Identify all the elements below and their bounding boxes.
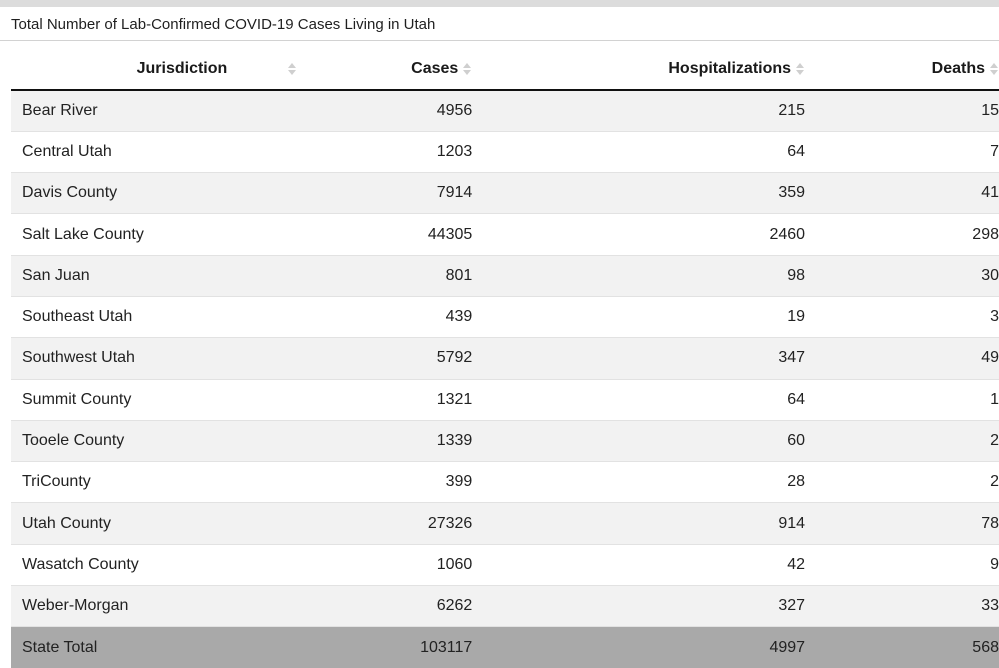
- cell-cases: 1339: [353, 420, 472, 461]
- cell-hospitalizations: 327: [472, 586, 805, 627]
- cell-jurisdiction: Salt Lake County: [11, 214, 353, 255]
- column-header-cases[interactable]: [353, 49, 472, 90]
- cell-jurisdiction: Weber-Morgan: [11, 586, 353, 627]
- cell-hospitalizations: 64: [472, 131, 805, 172]
- table-row: [11, 255, 999, 296]
- table-row: [11, 586, 999, 627]
- cell-jurisdiction: Central Utah: [11, 131, 353, 172]
- cell-cases: 1060: [353, 544, 472, 585]
- cell-jurisdiction: Bear River: [11, 90, 353, 131]
- cell-cases: 4956: [353, 90, 472, 131]
- cell-jurisdiction: Davis County: [11, 173, 353, 214]
- table-row: [11, 503, 999, 544]
- cell-jurisdiction: Southeast Utah: [11, 296, 353, 337]
- jurisdiction-table: [11, 49, 999, 668]
- column-label-hospitalizations: Hospitalizations: [668, 60, 792, 77]
- cell-hospitalizations: 19: [472, 296, 805, 337]
- table-row: [11, 173, 999, 214]
- column-header-hospitalizations[interactable]: [472, 49, 805, 90]
- cell-deaths: 30: [805, 255, 999, 296]
- table-header-row: [11, 49, 999, 90]
- cell-hospitalizations: 215: [472, 90, 805, 131]
- total-deaths: 568: [805, 627, 999, 668]
- cell-jurisdiction: TriCounty: [11, 462, 353, 503]
- sort-icon: [287, 62, 297, 76]
- cell-deaths: 7: [805, 131, 999, 172]
- cell-hospitalizations: 359: [472, 173, 805, 214]
- cell-hospitalizations: 42: [472, 544, 805, 585]
- cell-cases: 5792: [353, 338, 472, 379]
- cell-jurisdiction: Utah County: [11, 503, 353, 544]
- table-row: [11, 214, 999, 255]
- cell-cases: 1203: [353, 131, 472, 172]
- column-label-jurisdiction: Jurisdiction: [136, 60, 228, 77]
- cell-cases: 27326: [353, 503, 472, 544]
- table-row: [11, 90, 999, 131]
- total-jurisdiction: State Total: [11, 627, 353, 668]
- cell-deaths: 1: [805, 379, 999, 420]
- cell-hospitalizations: 914: [472, 503, 805, 544]
- total-hospitalizations: 4997: [472, 627, 805, 668]
- cell-cases: 801: [353, 255, 472, 296]
- cell-deaths: 2: [805, 462, 999, 503]
- cell-deaths: 2: [805, 420, 999, 461]
- cell-deaths: 33: [805, 586, 999, 627]
- top-strip: [0, 0, 999, 7]
- column-header-deaths[interactable]: [805, 49, 999, 90]
- table-title: Total Number of Lab-Confirmed COVID-19 Cases Living in Utah: [0, 8, 999, 41]
- cell-cases: 44305: [353, 214, 472, 255]
- cell-jurisdiction: Southwest Utah: [11, 338, 353, 379]
- cell-jurisdiction: Tooele County: [11, 420, 353, 461]
- cell-deaths: 41: [805, 173, 999, 214]
- cell-jurisdiction: Wasatch County: [11, 544, 353, 585]
- column-label-cases: Cases: [411, 60, 459, 77]
- cell-jurisdiction: Summit County: [11, 379, 353, 420]
- cell-hospitalizations: 64: [472, 379, 805, 420]
- table-row: [11, 544, 999, 585]
- cell-hospitalizations: 347: [472, 338, 805, 379]
- state-total-row: [11, 627, 999, 668]
- total-cases: 103117: [353, 627, 472, 668]
- cell-deaths: 298: [805, 214, 999, 255]
- cell-cases: 1321: [353, 379, 472, 420]
- cell-deaths: 15: [805, 90, 999, 131]
- cell-deaths: 3: [805, 296, 999, 337]
- table-row: [11, 379, 999, 420]
- sort-icon: [989, 62, 999, 76]
- cell-deaths: 78: [805, 503, 999, 544]
- sort-icon: [795, 62, 805, 76]
- cell-hospitalizations: 98: [472, 255, 805, 296]
- column-label-deaths: Deaths: [931, 60, 985, 77]
- cell-hospitalizations: 2460: [472, 214, 805, 255]
- cell-hospitalizations: 60: [472, 420, 805, 461]
- cell-hospitalizations: 28: [472, 462, 805, 503]
- cell-jurisdiction: San Juan: [11, 255, 353, 296]
- cell-cases: 6262: [353, 586, 472, 627]
- cell-cases: 399: [353, 462, 472, 503]
- column-header-jurisdiction[interactable]: [11, 49, 353, 90]
- cell-deaths: 9: [805, 544, 999, 585]
- table-row: [11, 420, 999, 461]
- cell-deaths: 49: [805, 338, 999, 379]
- table-row: [11, 462, 999, 503]
- table-row: [11, 338, 999, 379]
- sort-icon: [462, 62, 472, 76]
- table-row: [11, 131, 999, 172]
- cell-cases: 7914: [353, 173, 472, 214]
- cell-cases: 439: [353, 296, 472, 337]
- table-row: [11, 296, 999, 337]
